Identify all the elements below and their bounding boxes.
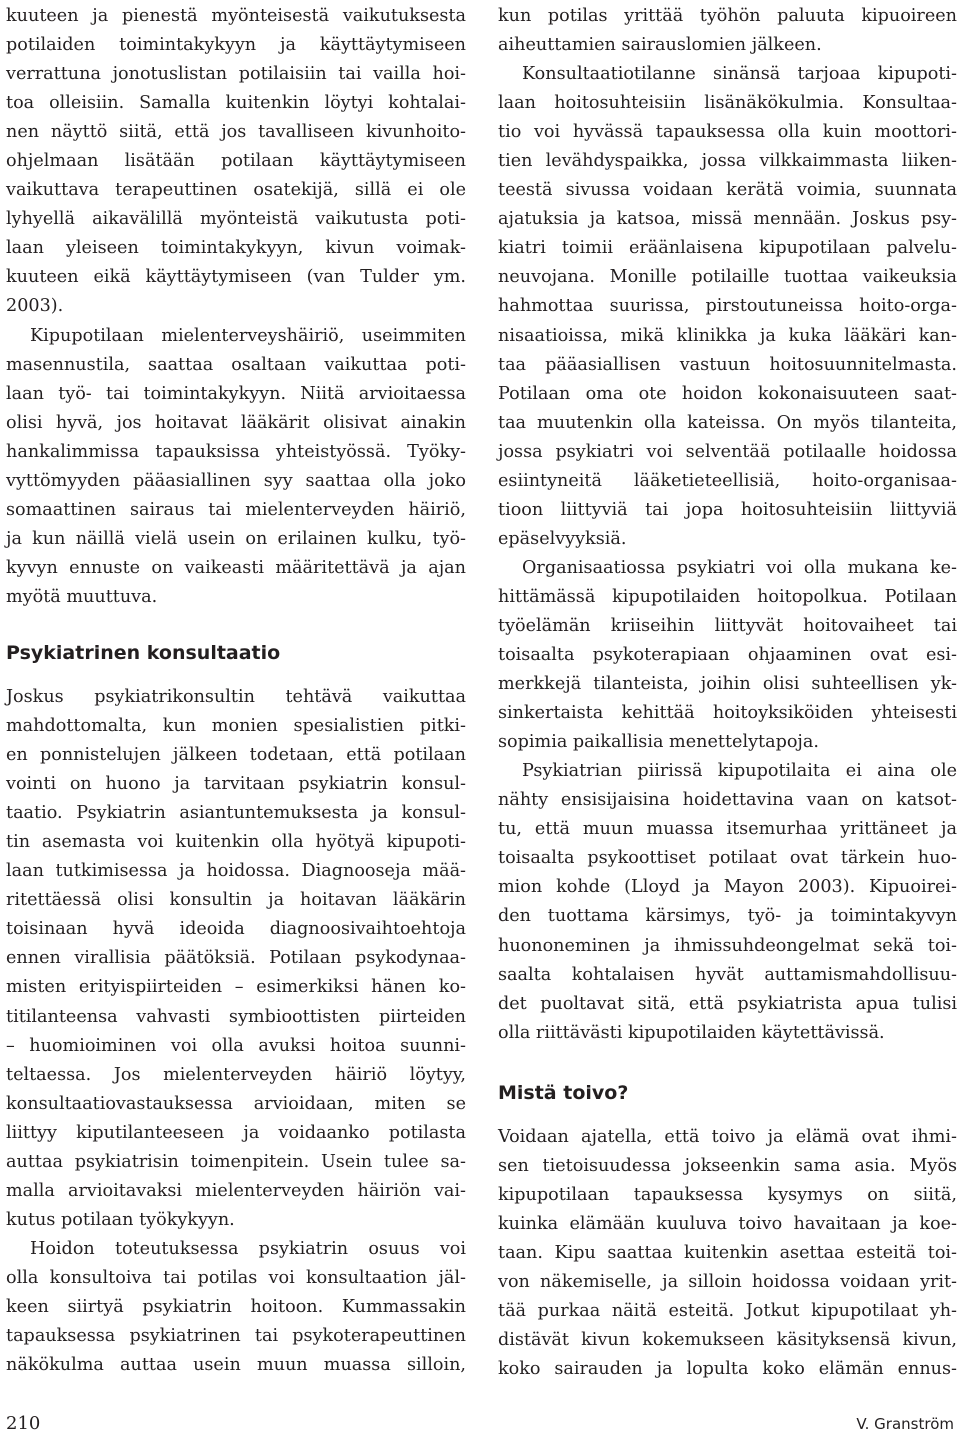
left-column [6, 2, 466, 1380]
text-line: vyttömyyden pääasiallinen syy saattaa olla joko [6, 470, 466, 491]
text-line: vointi on huono ja tarvitaan psykiatrin konsul- [6, 774, 466, 795]
text-line: kiatri toimii eräänlaisena kipupotilaan palvelu- [498, 238, 957, 259]
text-line: olla konsultoiva tai potilas voi konsultaation jäl- [6, 1267, 466, 1288]
text-line: kyvyn ennuste on vaikeasti määritettävä ja ajan [6, 557, 466, 578]
text-line: – huomioiminen voi olla avuksi hoitoa suunni- [6, 1035, 466, 1056]
text-line: tio voi hyvässä tapauksessa olla kuin moottori- [498, 122, 957, 143]
text-line: kuuteen eikä käyttäytymiseen (van Tulder ym. [6, 267, 466, 288]
text-line: taan. Kipu saattaa kuitenkin asettaa esteitä toi- [498, 1242, 957, 1263]
text-line: laan tutkimisessa ja hoidossa. Diagnooseja mää- [6, 861, 466, 882]
text-line: masennustila, saattaa osaltaan vaikuttaa poti- [6, 354, 466, 375]
text-line: mahdottomalta, kun monien spesialistien pitki- [6, 716, 466, 737]
text-line: Kipupotilaan mielenterveyshäiriö, useimmiten [30, 325, 466, 346]
text-line: titilanteensa vahvasti symbioottisten piirteiden [6, 1006, 466, 1027]
text-line: työelämän kriiseihin liittyvät hoitovaiheet tai [498, 615, 957, 636]
text-line: jossa psykiatri voi selventää potilaalle hoidossa [498, 441, 957, 462]
text-line: Psykiatrian piirissä kipupotilaita ei aina ole [522, 761, 957, 782]
text-line: ajatuksia ja katsoa, missä mennään. Joskus psy- [498, 209, 957, 230]
text-line: tin asemasta voi kuitenkin olla hyötyä kipupoti- [6, 832, 466, 853]
text-line: nähty ensisijaisina hoidettavina vaan on katsot- [498, 790, 957, 811]
text-line: det puoltavat sitä, että psykiatrista apua tulisi [498, 993, 957, 1014]
text-line: Konsultaatiotilanne sinänsä tarjoaa kipupoti- [522, 64, 957, 85]
text-line: neuvojana. Monille potilaille tuottaa vaikeuksia [498, 267, 957, 288]
text-line: tapauksessa psykiatrinen tai psykoterapeuttinen [6, 1326, 466, 1347]
text-line: toisaalta psykoottiset potilaat ovat tärkein huo- [498, 848, 957, 869]
text-line: laan työ- tai toimintakykyyn. Niitä arvioitaessa [6, 383, 466, 404]
text-line: kuuteen ja pienestä myönteisestä vaikutuksesta [6, 6, 466, 26]
text-line: teestä sivussa voidaan kerätä voimia, suunnata [498, 180, 957, 201]
text-line: aiheuttamien sairauslomien jälkeen. [498, 35, 822, 56]
section-heading: Psykiatrinen konsultaatio [6, 641, 281, 664]
text-line: ennen virallisia päätöksiä. Potilaan psykodynaa- [6, 948, 466, 969]
paragraph [6, 322, 466, 612]
text-line: saalta kohtalaisen hyvät auttamismahdollisuu- [498, 964, 957, 985]
text-line: ja kun näillä vielä usein on erilainen kulku, työ- [6, 528, 466, 549]
text-line: kipupotilaan tapauksessa kysymys on siitä, [498, 1184, 957, 1205]
text-line: toa olleisiin. Samalla kuitenkin löytyi kohtalai- [6, 93, 466, 114]
text-line: 2003). [6, 296, 64, 317]
text-line: lyhyellä aikavälillä myönteistä vaikutusta poti- [6, 209, 466, 230]
text-line: hahmottaa suurissa, pirstoutuneissa hoito-orga- [498, 296, 957, 317]
text-line: laan hoitosuhteisiin lisänäkökulmia. Konsultaa- [498, 93, 957, 114]
paragraph [498, 2, 957, 60]
text-line: näkökulma auttaa usein muun muassa silloin, [6, 1355, 466, 1376]
text-line: Potilaan oma ote hoidon kokonaisuuteen saat- [498, 383, 957, 404]
paragraph [6, 1235, 466, 1380]
text-line: koko sairauden ja lopulta koko elämän ennus- [498, 1359, 957, 1380]
text-line: merkkejä tilanteista, joihin olisi suhteellisen yk- [498, 674, 957, 695]
author-name: V. Granström [856, 1415, 954, 1433]
text-line: sinkertaista kehittää hoitoyksiköiden yhteisesti [498, 703, 957, 724]
text-line: verrattuna jonotuslistan potilaisiin tai vailla hoi- [6, 64, 466, 85]
text-line: taa pääasiallisen vastuun hoitosuunnitelmasta. [498, 354, 957, 375]
text-line: sopimia paikallisia menettelytapoja. [498, 732, 819, 753]
text-line: esiintyneitä lääketieteellisiä, hoito-organisaa- [498, 470, 957, 491]
text-line: den tuottama kärsimys, työ- ja toimintakyvyn [498, 906, 957, 927]
text-line: malla arvioitavaksi mielenterveyden häiriön vai- [6, 1180, 466, 1201]
text-line: nen näyttö siitä, että jos tavalliseen kivunhoito- [6, 122, 466, 143]
paragraph [498, 60, 957, 554]
paragraph [498, 1123, 957, 1384]
text-line: kutus potilaan työkykyyn. [6, 1209, 235, 1230]
text-line: ritettäessä olisi konsultin ja hoitavan lääkärin [6, 890, 466, 911]
text-line: taatio. Psykiatrin asiantuntemuksesta ja konsul- [6, 803, 466, 824]
text-line: vaikuttava terapeuttinen osatekijä, sillä ei ole [6, 180, 466, 201]
text-line: tää purkaa näitä esteitä. Jotkut kipupotilaat yh- [498, 1300, 957, 1321]
text-line: kuinka elämään kuuluva toivo havaitaan ja koe- [498, 1213, 957, 1234]
text-line: ohjelmaan lisätään potilaan käyttäytymiseen [6, 151, 466, 172]
text-line: mion kohde (Lloyd ja Mayon 2003). Kipuoirei- [498, 877, 957, 898]
text-line: tien levähdyspaikka, jossa vilkkaimmasta liiken- [498, 151, 957, 172]
right-column [498, 2, 957, 1384]
text-line: sen tietoisuudessa jokseenkin sama asia. Myös [498, 1155, 957, 1176]
text-line: olla riittävästi kipupotilaiden käytettävissä. [498, 1022, 885, 1043]
paragraph [498, 554, 957, 757]
text-line: kun potilas yrittää työhön paluuta kipuoireen [498, 6, 957, 26]
text-line: distävät kivun kokemukseen käsityksensä kivun, [498, 1330, 957, 1351]
text-line: laan yleiseen toimintakykyyn, kivun voimak- [6, 238, 466, 259]
text-line: auttaa psykiatrisin toimenpitein. Usein tulee sa- [6, 1151, 466, 1172]
text-line: liittyy kiputilanteeseen ja voidaanko potilasta [6, 1122, 466, 1143]
text-line: olisi hyvä, jos hoitavat lääkärit olisivat ainakin [6, 412, 466, 433]
text-line: toisaalta psykoterapiaan ohjaaminen ovat esi- [498, 645, 957, 666]
text-line: nisaatioissa, mikä klinikka ja kuka lääkäri kan- [498, 325, 957, 346]
text-line: hittämässä kipupotilaiden hoitopolkua. Potilaan [498, 586, 957, 607]
text-line: epäselvyyksiä. [498, 528, 627, 549]
text-line: taa muutenkin olla kateissa. On myös tilanteita, [498, 412, 957, 433]
text-line: en ponnistelujen jälkeen todetaan, että potilaan [6, 745, 466, 766]
text-line: Joskus psykiatrikonsultin tehtävä vaikuttaa [6, 686, 466, 707]
paragraph [6, 683, 466, 1235]
text-line: tu, että muun muassa itsemurhaa yrittäneet ja [498, 819, 957, 840]
text-line: Organisaatiossa psykiatri voi olla mukana ke- [522, 557, 957, 578]
text-line: von näkemiselle, ja silloin hoidossa voidaan yrit- [498, 1271, 957, 1292]
text-line: huononeminen ja ihmissuhdeongelmat sekä toi- [498, 935, 957, 956]
text-line: hankalimmissa tapauksissa yhteistyössä. Työky- [6, 441, 466, 462]
text-line: potilaiden toimintakykyyn ja käyttäytymiseen [6, 35, 466, 56]
paragraph [498, 757, 957, 1047]
section-heading: Mistä toivo? [498, 1081, 629, 1104]
paragraph [6, 2, 466, 322]
text-line: somaattinen sairaus tai mielenterveyden häiriö, [6, 499, 466, 520]
text-line: Hoidon toteutuksessa psykiatrin osuus voi [30, 1238, 466, 1259]
text-line: keen siirtyä psykiatrin hoitoon. Kummassakin [6, 1296, 466, 1317]
text-line: toisinaan hyvä ideoida diagnoosivaihtoehtoja [6, 919, 466, 940]
page-number: 210 [6, 1413, 41, 1434]
text-line: misten erityispiirteiden – esimerkiksi hänen ko- [6, 977, 466, 998]
text-line: tioon liittyviä tai jopa hoitosuhteisiin liittyviä [498, 499, 957, 520]
text-line: teltaessa. Jos mielenterveyden häiriö löytyy, [6, 1064, 466, 1085]
text-line: konsultaatiovastauksessa arvioidaan, miten se [6, 1093, 466, 1114]
text-line: Voidaan ajatella, että toivo ja elämä ovat ihmi- [498, 1126, 957, 1147]
text-line: myötä muuttuva. [6, 586, 158, 607]
